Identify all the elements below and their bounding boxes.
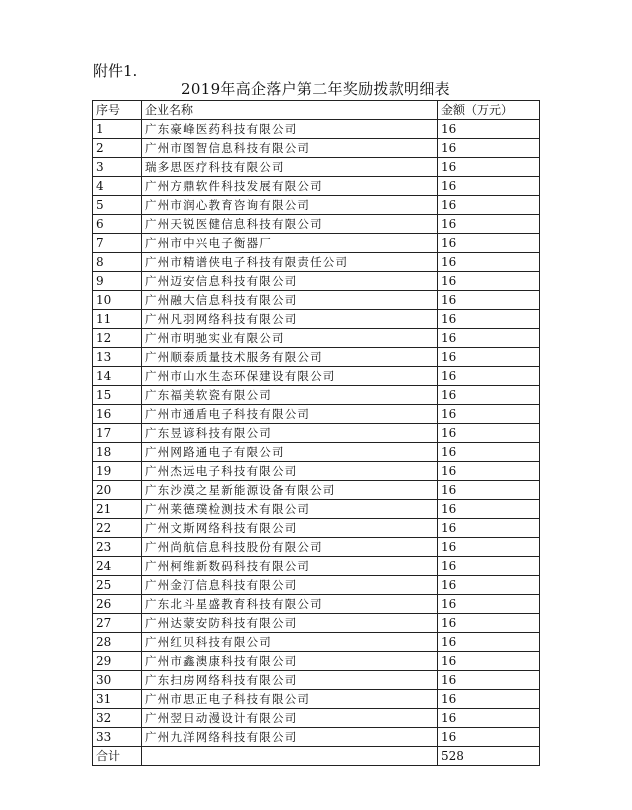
total-label: 合计 [93,747,142,766]
table-row [93,405,540,424]
row-company-name: 瑞多思医疗科技有限公司 [142,158,438,177]
table-row [93,158,540,177]
table-row [93,462,540,481]
row-amount: 16 [438,139,540,158]
table-row [93,652,540,671]
row-index: 14 [93,367,142,386]
table-row [93,614,540,633]
header-company: 企业名称 [142,101,438,120]
row-company-name: 广州市中兴电子衡器厂 [142,234,438,253]
row-company-name: 广州方鼎软件科技发展有限公司 [142,177,438,196]
row-index: 4 [93,177,142,196]
table-body [93,120,540,766]
row-index: 21 [93,500,142,519]
row-company-name: 广州网路通电子有限公司 [142,443,438,462]
row-amount: 16 [438,120,540,139]
row-index: 26 [93,595,142,614]
row-amount: 16 [438,614,540,633]
row-amount: 16 [438,728,540,747]
table-row [93,576,540,595]
row-index: 2 [93,139,142,158]
table-row [93,329,540,348]
row-company-name: 广东北斗星盛教育科技有限公司 [142,595,438,614]
row-index: 10 [93,291,142,310]
row-amount: 16 [438,633,540,652]
table-row [93,139,540,158]
row-amount: 16 [438,386,540,405]
row-amount: 16 [438,253,540,272]
table-row [93,538,540,557]
row-company-name: 广州天锐医健信息科技有限公司 [142,215,438,234]
row-company-name: 广州市明驰实业有限公司 [142,329,438,348]
table-row [93,443,540,462]
table-row [93,348,540,367]
row-company-name: 广州融大信息科技有限公司 [142,291,438,310]
row-company-name: 广州顺泰质量技术服务有限公司 [142,348,438,367]
table-row [93,557,540,576]
row-amount: 16 [438,310,540,329]
table-row [93,272,540,291]
row-index: 33 [93,728,142,747]
row-company-name: 广州迈安信息科技有限公司 [142,272,438,291]
table-row [93,519,540,538]
row-company-name: 广州市精谱侠电子科技有限责任公司 [142,253,438,272]
table-row [93,595,540,614]
row-index: 7 [93,234,142,253]
row-company-name: 广东扫房网络科技有限公司 [142,671,438,690]
row-index: 30 [93,671,142,690]
row-company-name: 广州市山水生态环保建设有限公司 [142,367,438,386]
row-amount: 16 [438,690,540,709]
table-row [93,177,540,196]
row-amount: 16 [438,329,540,348]
row-index: 29 [93,652,142,671]
row-company-name: 广东昱谚科技有限公司 [142,424,438,443]
row-company-name: 广东福美软瓷有限公司 [142,386,438,405]
table-header-row [93,101,540,120]
row-amount: 16 [438,158,540,177]
row-index: 32 [93,709,142,728]
row-amount: 16 [438,367,540,386]
row-amount: 16 [438,481,540,500]
row-index: 1 [93,120,142,139]
total-row [93,747,540,766]
row-company-name: 广东豪峰医药科技有限公司 [142,120,438,139]
row-amount: 16 [438,424,540,443]
table-row [93,709,540,728]
table-row [93,196,540,215]
row-index: 27 [93,614,142,633]
header-amount: 金额（万元） [438,101,540,120]
row-company-name: 广东沙漠之星新能源设备有限公司 [142,481,438,500]
row-company-name: 广州市通盾电子科技有限公司 [142,405,438,424]
row-amount: 16 [438,557,540,576]
total-empty [142,747,438,766]
row-index: 16 [93,405,142,424]
row-amount: 16 [438,348,540,367]
row-company-name: 广州九洋网络科技有限公司 [142,728,438,747]
row-index: 25 [93,576,142,595]
row-amount: 16 [438,671,540,690]
row-company-name: 广州红贝科技有限公司 [142,633,438,652]
row-index: 22 [93,519,142,538]
row-company-name: 广州尚航信息科技股份有限公司 [142,538,438,557]
row-amount: 16 [438,405,540,424]
attachment-label: 附件1. [93,62,138,80]
row-amount: 16 [438,272,540,291]
table-row [93,633,540,652]
row-amount: 16 [438,462,540,481]
document-title: 2019年高企落户第二年奖励拨款明细表 [181,80,450,98]
row-company-name: 广州翌日动漫设计有限公司 [142,709,438,728]
row-amount: 16 [438,500,540,519]
row-company-name: 广州达蒙安防科技有限公司 [142,614,438,633]
row-index: 31 [93,690,142,709]
row-company-name: 广州市润心教育咨询有限公司 [142,196,438,215]
row-company-name: 广州莱德璞检测技术有限公司 [142,500,438,519]
table-row [93,386,540,405]
row-company-name: 广州金汀信息科技有限公司 [142,576,438,595]
row-company-name: 广州市鑫澳康科技有限公司 [142,652,438,671]
table-row [93,728,540,747]
row-index: 17 [93,424,142,443]
row-index: 28 [93,633,142,652]
row-index: 9 [93,272,142,291]
row-amount: 16 [438,443,540,462]
row-index: 11 [93,310,142,329]
funding-table [92,100,540,766]
table-row [93,500,540,519]
row-company-name: 广州柯维新数码科技有限公司 [142,557,438,576]
row-amount: 16 [438,709,540,728]
row-company-name: 广州杰远电子科技有限公司 [142,462,438,481]
table-row [93,424,540,443]
row-index: 24 [93,557,142,576]
row-index: 5 [93,196,142,215]
row-company-name: 广州文斯网络科技有限公司 [142,519,438,538]
row-company-name: 广州凡羽网络科技有限公司 [142,310,438,329]
row-index: 19 [93,462,142,481]
row-index: 13 [93,348,142,367]
row-amount: 16 [438,576,540,595]
table-row [93,671,540,690]
row-amount: 16 [438,196,540,215]
table-row [93,253,540,272]
row-index: 15 [93,386,142,405]
row-amount: 16 [438,234,540,253]
row-company-name: 广州市思正电子科技有限公司 [142,690,438,709]
table-row [93,310,540,329]
row-index: 20 [93,481,142,500]
row-amount: 16 [438,652,540,671]
total-amount: 528 [438,747,540,766]
row-company-name: 广州市图智信息科技有限公司 [142,139,438,158]
table-row [93,215,540,234]
table-row [93,291,540,310]
table-row [93,367,540,386]
table-row [93,481,540,500]
row-amount: 16 [438,215,540,234]
table-row [93,234,540,253]
row-index: 3 [93,158,142,177]
row-amount: 16 [438,177,540,196]
row-index: 8 [93,253,142,272]
row-index: 23 [93,538,142,557]
row-amount: 16 [438,538,540,557]
row-amount: 16 [438,291,540,310]
row-amount: 16 [438,519,540,538]
table-row [93,120,540,139]
row-index: 12 [93,329,142,348]
header-index: 序号 [93,101,142,120]
table-row [93,690,540,709]
row-index: 18 [93,443,142,462]
row-index: 6 [93,215,142,234]
row-amount: 16 [438,595,540,614]
